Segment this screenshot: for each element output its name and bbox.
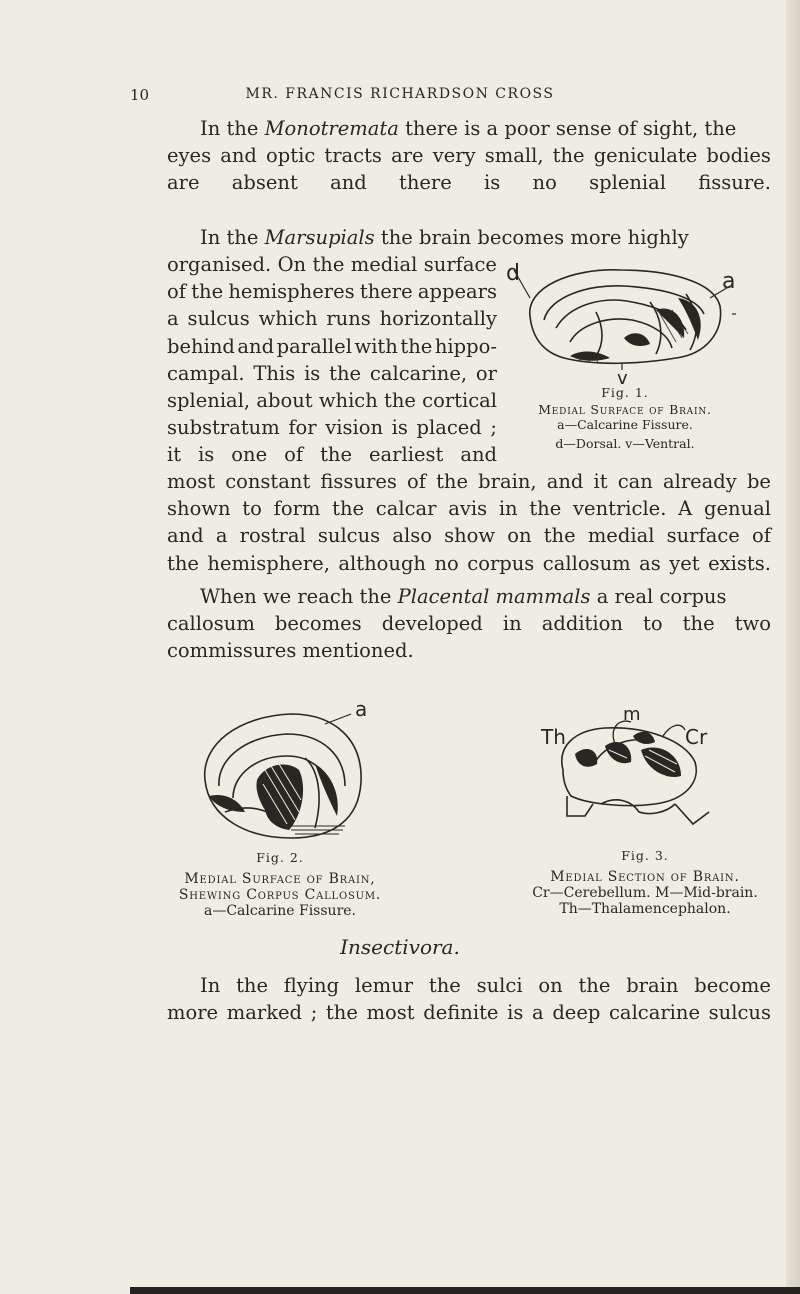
word: no (434, 551, 459, 575)
word: calcarine (609, 1001, 701, 1025)
brain-drawing (195, 697, 370, 845)
text-line (167, 972, 771, 999)
word: the (325, 1001, 358, 1025)
figure-legend: a—Calcarine Fissure. (204, 903, 356, 919)
word: it (593, 470, 608, 493)
page-edge-shadow (786, 0, 800, 1294)
figure-2-brain-illustration (195, 697, 370, 845)
figure-2-caption (175, 850, 385, 919)
word: become (694, 974, 771, 997)
word: addition (541, 612, 623, 636)
word: is (391, 416, 408, 440)
text-line (167, 550, 771, 577)
fig3-label-th: Th (541, 725, 566, 749)
taxon-name: Monotremata (264, 117, 399, 140)
figure-legend: d—Dorsal. v—Ventral. (555, 436, 695, 451)
word: developed (381, 612, 483, 636)
figure-title: Medial Surface of Brain, (184, 871, 376, 887)
word: sulcus (187, 307, 250, 331)
word: surface (423, 253, 497, 276)
word: of (167, 280, 186, 304)
word: genual (703, 497, 771, 521)
word: the (320, 443, 353, 467)
word: is (304, 361, 321, 385)
section-heading: Insectivora. (340, 935, 460, 959)
word: marked (226, 1001, 303, 1025)
word: the (312, 253, 345, 276)
word: absent (231, 171, 298, 195)
word: a (167, 307, 179, 331)
word: the (400, 334, 433, 358)
word: the (529, 497, 562, 521)
word: corpus (467, 551, 535, 575)
word: of (284, 443, 304, 467)
word: also (392, 524, 432, 548)
text-line (167, 142, 771, 169)
text-line (167, 278, 497, 305)
text-line (167, 251, 497, 278)
word: in (502, 612, 522, 636)
word: and (167, 524, 204, 548)
word: brain (626, 974, 679, 997)
word: is (507, 1001, 524, 1025)
word: already (662, 470, 737, 493)
text-line (167, 360, 497, 387)
word: exists. (708, 551, 771, 575)
word: earliest (369, 443, 444, 467)
word: This (253, 361, 296, 385)
text-line (167, 495, 771, 522)
fig1-label-v: v (617, 368, 628, 389)
word: small, (484, 144, 544, 168)
word: of (751, 524, 771, 548)
text-line: When we reach the Placental mammals a real corpus (167, 583, 771, 610)
figure-legend: Cr—Cerebellum. M—Mid-brain. (532, 885, 758, 901)
word: yet (669, 551, 700, 575)
word: the (236, 974, 268, 997)
word: rostral (239, 524, 306, 548)
word: to (242, 497, 262, 521)
text-line (167, 305, 497, 332)
word: in (498, 497, 518, 521)
word: and (237, 334, 275, 358)
figure-1-caption (500, 385, 750, 451)
word: deep (552, 1001, 601, 1025)
figure-number: Fig. 3. (621, 848, 669, 863)
paragraph-marsupials-wide (167, 468, 771, 577)
word: the (329, 361, 362, 385)
word: organised. (167, 253, 272, 276)
word: avis (448, 497, 488, 521)
text-line: In the Marsupials the brain becomes more highly (167, 224, 771, 251)
word: brain, (478, 470, 537, 493)
word: to (643, 612, 663, 636)
word: with (354, 334, 398, 358)
word: it (167, 443, 182, 467)
word: very (432, 144, 476, 168)
word: behind (167, 334, 235, 358)
word: lemur (354, 974, 414, 997)
word: sulcus (317, 524, 381, 548)
word: no (532, 171, 557, 195)
fig1-label-d: d (506, 261, 520, 286)
word: horizontally (379, 307, 497, 331)
word: geniculate (593, 144, 698, 168)
fig1-label-a: a (722, 269, 736, 294)
word: there (398, 171, 452, 195)
word: show (444, 524, 496, 548)
fig2-label-a: a (355, 697, 368, 721)
word: is (198, 443, 215, 467)
word: becomes (274, 612, 362, 636)
text-line (167, 169, 771, 196)
word: for (288, 416, 317, 440)
fig3-label-m: m (623, 704, 641, 725)
word: most (366, 1001, 415, 1025)
word: the (682, 612, 715, 636)
word: form (273, 497, 321, 521)
word: In (200, 974, 221, 997)
text-line (167, 441, 497, 468)
word: a (215, 524, 228, 548)
word: splenial, (167, 388, 251, 412)
word: and (330, 171, 367, 195)
word: appears (417, 280, 497, 304)
text-line: commissures mentioned. (167, 639, 414, 663)
word: the (552, 144, 585, 168)
word: bodies (706, 144, 771, 168)
paragraph-marsupials-narrow (167, 251, 497, 469)
paragraph-monotremata (167, 115, 771, 197)
word: calcarine, (369, 361, 468, 385)
word: and (460, 443, 497, 467)
text-line (167, 522, 771, 549)
figure-legend: a—Calcarine Fissure. (557, 417, 693, 432)
word: the (428, 974, 461, 997)
word: fissures (320, 470, 397, 493)
word: on (538, 974, 563, 997)
word: are (167, 171, 200, 195)
word: callosum (542, 551, 631, 575)
word: parallel (276, 334, 352, 358)
word: substratum (167, 416, 280, 440)
text-line (167, 468, 771, 495)
paragraph-marsupials (167, 224, 771, 251)
text-line: In the Monotremata there is a poor sense of sight, the (167, 115, 771, 142)
word: splenial (589, 171, 667, 195)
word: be (746, 470, 771, 493)
word: or (475, 361, 497, 385)
word: hemisphere, (207, 551, 330, 575)
word: shown (167, 497, 231, 521)
figure-number: Fig. 2. (256, 850, 304, 865)
taxon-name: Placental mammals (397, 585, 591, 608)
word: cortical (422, 388, 497, 412)
word: more (167, 1001, 219, 1025)
word: a (532, 1001, 544, 1025)
word: and (220, 144, 257, 168)
text-line (167, 387, 497, 414)
word: which (258, 307, 318, 331)
word: On (277, 253, 307, 276)
word: the (167, 551, 199, 575)
figure-3-caption (525, 848, 765, 917)
brain-drawing (535, 700, 725, 830)
taxon-name: Marsupials (264, 226, 375, 249)
page-bottom-edge (130, 1287, 800, 1294)
paragraph-flying-lemur (167, 972, 771, 1026)
word: of (407, 470, 426, 493)
word: ventricle. (573, 497, 667, 521)
word: the (384, 388, 416, 412)
paragraph-placentals (167, 583, 771, 665)
word: constant (225, 470, 311, 493)
figure-title: Shewing Corpus Callosum. (178, 887, 382, 903)
brain-drawing (500, 258, 740, 389)
word: the (191, 280, 224, 304)
figure-number: Fig. 1. (601, 385, 649, 400)
word: and (546, 470, 584, 493)
text-line (167, 999, 771, 1026)
word: although (338, 551, 426, 575)
word: is (484, 171, 501, 195)
figure-title: Medial Surface of Brain. (538, 402, 712, 417)
figure-3-brain-illustration (535, 700, 725, 830)
word: the (578, 974, 611, 997)
word: are (391, 144, 424, 168)
word: medial (587, 524, 655, 548)
word: which (318, 388, 378, 412)
word: eyes (167, 144, 212, 168)
word: calcar (375, 497, 437, 521)
word: sulcus (708, 1001, 771, 1025)
running-head: MR. FRANCIS RICHARDSON CROSS (245, 86, 555, 102)
figure-legend: Th—Thalamencephalon. (559, 901, 731, 917)
page-number: 10 (130, 86, 150, 104)
word: hemispheres (228, 280, 355, 304)
word: callosum (167, 612, 255, 636)
word: vision (325, 416, 384, 440)
word: the (436, 470, 469, 493)
word: tracts (324, 144, 382, 168)
page-header (0, 86, 800, 108)
word: hippo- (434, 334, 497, 358)
word: as (639, 551, 661, 575)
word: two (734, 612, 771, 636)
word: ; (310, 1001, 318, 1025)
figure-1-brain-illustration (500, 258, 740, 389)
text-line (167, 414, 497, 441)
word: definite (423, 1001, 499, 1025)
word: there (359, 280, 413, 304)
word: ; (490, 416, 497, 440)
word: about (256, 388, 313, 412)
text-line (167, 333, 497, 360)
word: most (167, 470, 216, 493)
word: one (231, 443, 268, 467)
fig3-label-cr: Cr (685, 725, 708, 749)
word: campal. (167, 361, 245, 385)
word: A (678, 497, 693, 521)
word: runs (326, 307, 371, 331)
word: flying (283, 974, 340, 997)
word: placed (416, 416, 482, 440)
word: the (332, 497, 365, 521)
figure-title: Medial Section of Brain. (550, 869, 740, 885)
word: surface (666, 524, 740, 548)
text-line (167, 610, 771, 637)
word: optic (266, 144, 316, 168)
word: medial (350, 253, 418, 276)
word: sulci (476, 974, 523, 997)
word: on (507, 524, 532, 548)
word: fissure. (698, 171, 771, 195)
word: can (617, 470, 653, 493)
word: the (543, 524, 576, 548)
